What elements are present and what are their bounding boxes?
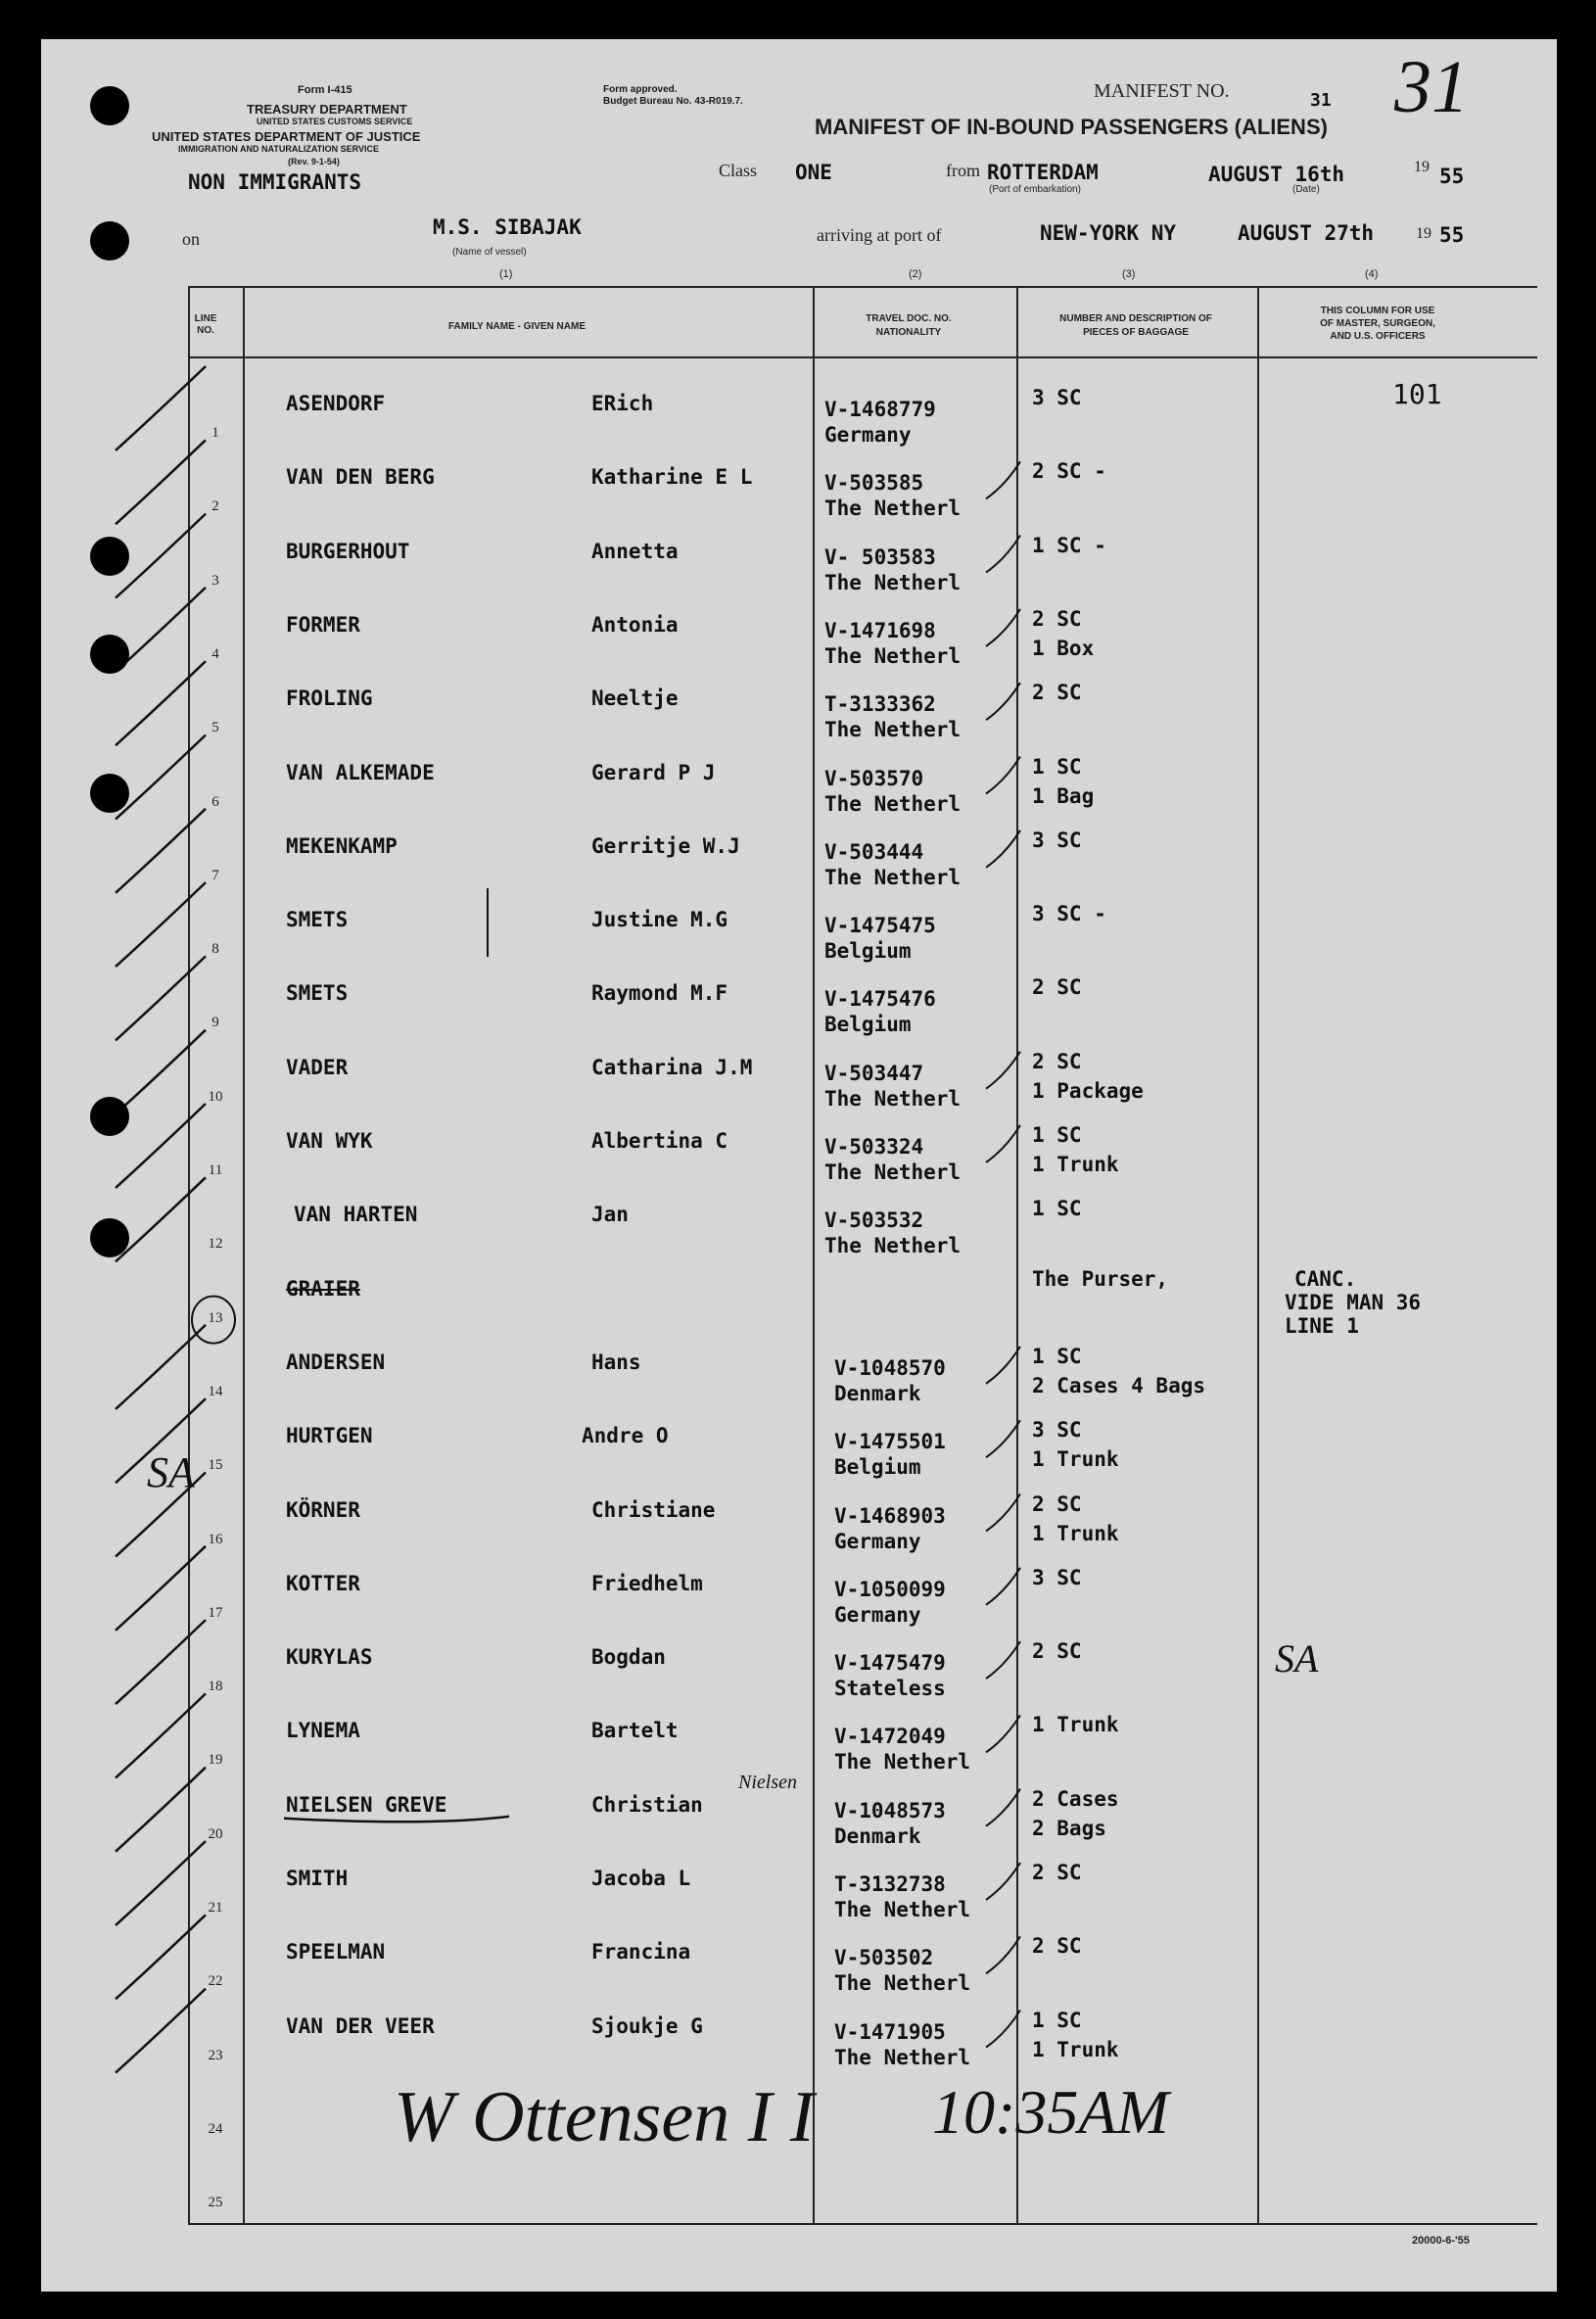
doc-check-mark bbox=[986, 1715, 1020, 1752]
given-name: Catharina J.M bbox=[591, 1055, 753, 1079]
baggage-secondary: 1 Trunk bbox=[1032, 1153, 1119, 1176]
travel-doc-number: V-503324 bbox=[824, 1135, 924, 1159]
line-number: 9 bbox=[211, 1015, 219, 1031]
dept-customs: UNITED STATES CUSTOMS SERVICE bbox=[257, 117, 413, 126]
category: NON IMMIGRANTS bbox=[188, 170, 362, 194]
nationality: The Netherl bbox=[834, 1750, 971, 1775]
travel-doc-number: V-503585 bbox=[824, 471, 924, 496]
line-check-mark bbox=[116, 1915, 206, 1999]
baggage-secondary: 1 Trunk bbox=[1032, 2037, 1119, 2061]
check-marks-overlay bbox=[41, 39, 1557, 2292]
line-check-mark bbox=[116, 1473, 206, 1557]
nationality: Germany bbox=[834, 1602, 921, 1627]
family-name: BURGERHOUT bbox=[286, 539, 410, 563]
col-index-1: (1) bbox=[499, 268, 513, 280]
given-name: Neeltje bbox=[591, 686, 679, 711]
line-number: 14 bbox=[208, 1383, 223, 1399]
line-number: 11 bbox=[208, 1162, 223, 1178]
given-name: Jacoba L bbox=[591, 1867, 691, 1890]
on-label: on bbox=[182, 229, 200, 249]
given-name: Hans bbox=[591, 1349, 641, 1374]
form-number: Form I-415 bbox=[298, 84, 352, 96]
family-name: SMETS bbox=[286, 981, 349, 1006]
line-number: 4 bbox=[211, 645, 219, 662]
officer-note: 101 bbox=[1392, 378, 1442, 410]
line-number: 10 bbox=[208, 1088, 223, 1105]
doc-check-mark bbox=[986, 1641, 1020, 1679]
arriving-label: arriving at port of bbox=[817, 225, 942, 245]
nationality: Germany bbox=[834, 1529, 921, 1553]
family-name: MEKENKAMP bbox=[286, 833, 398, 858]
nationality: Belgium bbox=[834, 1455, 921, 1480]
inspection-time: 10:35AM bbox=[932, 2077, 1169, 2147]
nationality: Stateless bbox=[834, 1677, 946, 1701]
travel-doc-number: V-1472049 bbox=[834, 1725, 946, 1749]
family-name: NIELSEN GREVE bbox=[286, 1792, 447, 1817]
col-index-4: (4) bbox=[1365, 268, 1379, 280]
line-check-mark bbox=[116, 440, 206, 524]
inspector-signature: W Ottensen I I bbox=[394, 2077, 815, 2157]
family-name: KURYLAS bbox=[286, 1645, 373, 1670]
given-name: Gerritje W.J bbox=[591, 833, 740, 858]
travel-doc-number: T-3133362 bbox=[824, 692, 936, 717]
line-number: 18 bbox=[208, 1679, 223, 1695]
dept-ins: IMMIGRATION AND NATURALIZATION SERVICE bbox=[178, 144, 379, 154]
travel-doc-number: V-1471698 bbox=[824, 618, 936, 642]
baggage-secondary: 1 Trunk bbox=[1032, 1521, 1119, 1545]
date-caption: (Date) bbox=[1292, 184, 1320, 195]
class-label: Class bbox=[719, 161, 758, 180]
year-prefix-dep: 19 bbox=[1414, 159, 1430, 175]
baggage-secondary: 2 Cases 4 Bags bbox=[1032, 1373, 1206, 1397]
baggage-primary: 2 SC bbox=[1032, 1861, 1082, 1884]
departure-date: AUGUST 16th bbox=[1208, 163, 1345, 186]
binder-hole bbox=[90, 1097, 129, 1136]
nationality: The Netherl bbox=[824, 1234, 962, 1258]
arrival-port: NEW-YORK NY bbox=[1040, 221, 1177, 245]
line-number: 22 bbox=[208, 1973, 223, 1990]
line-number: 25 bbox=[208, 2195, 223, 2211]
baggage-primary: 1 SC bbox=[1032, 754, 1082, 779]
baggage-primary: 2 SC bbox=[1032, 975, 1082, 1000]
travel-doc-number: V-1475476 bbox=[824, 987, 936, 1012]
given-name: Sjoukje G bbox=[591, 2013, 703, 2038]
line-number: 15 bbox=[208, 1457, 223, 1474]
line-check-mark bbox=[116, 735, 206, 820]
nationality: The Netherl bbox=[824, 643, 962, 668]
line-number: 5 bbox=[211, 720, 219, 736]
given-name: Jan bbox=[591, 1203, 629, 1227]
officer-note-2: VIDE MAN 36 bbox=[1285, 1290, 1422, 1314]
doc-check-mark bbox=[986, 461, 1020, 498]
port-embarkation: ROTTERDAM bbox=[987, 161, 1099, 184]
family-name: VAN WYK bbox=[286, 1129, 373, 1153]
baggage-primary: The Purser, bbox=[1032, 1266, 1169, 1291]
baggage-primary: 1 SC bbox=[1032, 2008, 1082, 2032]
line-check-mark bbox=[116, 882, 206, 967]
doc-check-mark bbox=[986, 1347, 1020, 1384]
doc-check-mark bbox=[986, 1789, 1020, 1826]
given-name: Bartelt bbox=[591, 1719, 679, 1743]
family-name: VADER bbox=[286, 1055, 349, 1079]
from-label: from bbox=[946, 161, 980, 180]
handwritten-correction: Nielsen bbox=[738, 1771, 797, 1793]
baggage-primary: 2 SC bbox=[1032, 1049, 1082, 1073]
family-name: ANDERSEN bbox=[286, 1349, 386, 1374]
line-number: 1 bbox=[211, 425, 219, 441]
baggage-primary: 2 SC bbox=[1032, 681, 1082, 705]
dept-treasury: TREASURY DEPARTMENT bbox=[247, 102, 407, 117]
year-prefix-arr: 19 bbox=[1416, 225, 1432, 242]
travel-doc-number: V-503502 bbox=[834, 1946, 934, 1970]
travel-doc-number: V-503532 bbox=[824, 1208, 924, 1233]
officer-note: CANC. bbox=[1294, 1266, 1357, 1291]
line-check-mark bbox=[116, 1620, 206, 1704]
given-name: Albertina C bbox=[591, 1129, 728, 1153]
travel-doc-number: V-503444 bbox=[824, 839, 924, 864]
baggage-secondary: 2 Bags bbox=[1032, 1816, 1106, 1840]
baggage-primary: 2 SC bbox=[1032, 1934, 1082, 1959]
baggage-primary: 1 SC - bbox=[1032, 533, 1106, 557]
baggage-primary: 3 SC bbox=[1032, 1565, 1082, 1589]
year-arrival: 55 bbox=[1439, 223, 1465, 247]
line-number: 2 bbox=[211, 498, 219, 515]
given-name: Francina bbox=[591, 1940, 691, 1964]
baggage-secondary: 1 Trunk bbox=[1032, 1447, 1119, 1472]
travel-doc-number: V-1050099 bbox=[834, 1577, 946, 1601]
given-name: Gerard P J bbox=[591, 760, 716, 784]
colhead-line-no: LINE NO. bbox=[194, 313, 217, 336]
family-name: ASENDORF bbox=[286, 392, 386, 415]
nationality: Belgium bbox=[824, 939, 912, 964]
nationality: The Netherl bbox=[834, 1971, 971, 1996]
given-name: Bogdan bbox=[591, 1645, 666, 1670]
line-check-mark bbox=[116, 366, 206, 450]
nationality: Germany bbox=[824, 423, 912, 447]
line-number: 8 bbox=[211, 941, 219, 958]
baggage-primary: 3 SC - bbox=[1032, 902, 1106, 926]
form-approved: Form approved. bbox=[603, 84, 678, 95]
doc-check-mark bbox=[986, 757, 1020, 794]
baggage-secondary: 1 Package bbox=[1032, 1078, 1144, 1103]
line-check-mark bbox=[116, 1325, 206, 1409]
baggage-primary: 2 SC bbox=[1032, 1639, 1082, 1664]
travel-doc-number: V-1475501 bbox=[834, 1430, 946, 1454]
baggage-primary: 1 SC bbox=[1032, 1197, 1082, 1221]
line-check-mark bbox=[116, 956, 206, 1040]
line-check-mark bbox=[116, 1768, 206, 1852]
nationality: The Netherl bbox=[824, 791, 962, 816]
doc-check-mark bbox=[986, 1494, 1020, 1532]
footer-code: 20000-6-'55 bbox=[1412, 2235, 1470, 2247]
baggage-primary: 2 Cases bbox=[1032, 1786, 1119, 1811]
line-number: 3 bbox=[211, 572, 219, 589]
given-name: Raymond M.F bbox=[591, 981, 728, 1006]
given-name: Annetta bbox=[591, 539, 679, 563]
manifest-no-handwritten: 31 bbox=[1394, 46, 1469, 128]
family-name: KOTTER bbox=[286, 1571, 360, 1595]
baggage-primary: 1 SC bbox=[1032, 1344, 1082, 1368]
travel-doc-number: T-3132738 bbox=[834, 1872, 946, 1896]
doc-check-mark bbox=[986, 609, 1020, 646]
colhead-doc: TRAVEL DOC. NO. bbox=[866, 313, 952, 324]
colhead-nationality: NATIONALITY bbox=[875, 327, 942, 338]
given-name: Antonia bbox=[591, 612, 679, 637]
dept-justice: UNITED STATES DEPARTMENT OF JUSTICE bbox=[152, 129, 421, 144]
manifest-page bbox=[41, 39, 1557, 2292]
line-check-mark bbox=[116, 1546, 206, 1631]
family-name: FORMER bbox=[286, 612, 360, 637]
family-name: KÖRNER bbox=[286, 1497, 360, 1522]
family-name: VAN DEN BERG bbox=[286, 465, 435, 490]
travel-doc-number: V-503570 bbox=[824, 766, 924, 790]
nationality: Denmark bbox=[834, 1823, 921, 1848]
colhead-officers-3: AND U.S. OFFICERS bbox=[1330, 331, 1426, 342]
travel-doc-number: V-503447 bbox=[824, 1061, 924, 1085]
baggage-secondary: 1 Box bbox=[1032, 636, 1095, 660]
doc-check-mark bbox=[986, 1936, 1020, 1973]
family-name: SMETS bbox=[286, 908, 349, 932]
binder-hole bbox=[90, 221, 129, 260]
vessel-caption: (Name of vessel) bbox=[452, 247, 527, 258]
binder-hole bbox=[90, 86, 129, 125]
nationality: Belgium bbox=[824, 1013, 912, 1037]
baggage-primary: 2 SC bbox=[1032, 606, 1082, 631]
family-name: FROLING bbox=[286, 686, 373, 711]
nationality: The Netherl bbox=[824, 718, 962, 742]
baggage-primary: 3 SC bbox=[1032, 1418, 1082, 1443]
nationality: The Netherl bbox=[824, 865, 962, 889]
given-name: Justine M.G bbox=[591, 908, 728, 932]
line-number: 13 bbox=[208, 1309, 223, 1326]
given-name: Friedhelm bbox=[591, 1571, 703, 1595]
given-name: Katharine E L bbox=[591, 465, 753, 490]
given-name: ERich bbox=[591, 392, 654, 415]
doc-check-mark bbox=[986, 1568, 1020, 1605]
doc-check-mark bbox=[986, 2011, 1020, 2048]
year-departure: 55 bbox=[1439, 165, 1465, 188]
travel-doc-number: V-1475475 bbox=[824, 914, 936, 938]
line-check-mark bbox=[116, 1841, 206, 1925]
binder-hole bbox=[90, 635, 129, 674]
manifest-no-value: 31 bbox=[1310, 90, 1332, 111]
family-name: SPEELMAN bbox=[286, 1940, 386, 1964]
line-check-mark bbox=[116, 588, 206, 672]
line-number: 24 bbox=[208, 2120, 223, 2137]
line-number: 21 bbox=[208, 1900, 223, 1916]
nationality: The Netherl bbox=[834, 2045, 971, 2069]
margin-sa-note: SA bbox=[147, 1448, 195, 1496]
line-check-mark bbox=[116, 1177, 206, 1261]
line-number: 16 bbox=[208, 1531, 223, 1547]
line-check-mark bbox=[116, 661, 206, 745]
doc-check-mark bbox=[986, 1125, 1020, 1162]
baggage-secondary: 1 Bag bbox=[1032, 783, 1095, 808]
binder-hole bbox=[90, 537, 129, 576]
family-name: LYNEMA bbox=[286, 1719, 360, 1743]
line-number: 12 bbox=[208, 1236, 223, 1253]
nationality: The Netherl bbox=[824, 570, 962, 594]
line-check-mark bbox=[116, 809, 206, 893]
name-underline bbox=[284, 1817, 509, 1822]
baggage-primary: 3 SC bbox=[1032, 828, 1082, 852]
line-check-mark bbox=[116, 1693, 206, 1777]
baggage-primary: 3 SC bbox=[1032, 386, 1082, 409]
doc-check-mark bbox=[986, 1863, 1020, 1900]
line-check-mark bbox=[116, 1989, 206, 2073]
binder-hole bbox=[90, 1218, 129, 1257]
line-number: 6 bbox=[211, 793, 219, 810]
line-check-mark bbox=[116, 1030, 206, 1114]
line-number: 23 bbox=[208, 2047, 223, 2063]
family-name: VAN ALKEMADE bbox=[286, 760, 435, 784]
colhead-officers: THIS COLUMN FOR USE bbox=[1320, 306, 1435, 316]
given-name: Christiane bbox=[591, 1497, 716, 1522]
nationality: The Netherl bbox=[834, 1898, 971, 1921]
family-name: HURTGEN bbox=[286, 1424, 373, 1448]
line-number: 20 bbox=[208, 1825, 223, 1842]
travel-doc-number: V-1471905 bbox=[834, 2019, 946, 2044]
travel-doc-number: V-1475479 bbox=[834, 1651, 946, 1676]
port-caption: (Port of embarkation) bbox=[989, 184, 1081, 195]
line-check-mark bbox=[116, 1398, 206, 1483]
nationality: Denmark bbox=[834, 1381, 921, 1405]
family-name: VAN DER VEER bbox=[286, 2013, 435, 2038]
line-number: 17 bbox=[208, 1604, 223, 1621]
officer-note: SA bbox=[1275, 1636, 1319, 1681]
binder-hole bbox=[90, 774, 129, 813]
colhead-officers-2: OF MASTER, SURGEON, bbox=[1320, 318, 1435, 329]
budget-bureau: Budget Bureau No. 43-R019.7. bbox=[603, 96, 743, 107]
nationality: The Netherl bbox=[824, 1086, 962, 1111]
rev-date: (Rev. 9-1-54) bbox=[288, 157, 340, 166]
colhead-name: FAMILY NAME - GIVEN NAME bbox=[447, 321, 586, 332]
class-value: ONE bbox=[795, 161, 832, 184]
nationality: The Netherl bbox=[824, 497, 962, 521]
travel-doc-number: V-1468779 bbox=[824, 398, 936, 421]
baggage-primary: 1 SC bbox=[1032, 1123, 1082, 1147]
doc-check-mark bbox=[986, 830, 1020, 868]
arrival-date: AUGUST 27th bbox=[1238, 221, 1375, 245]
doc-check-mark bbox=[986, 536, 1020, 573]
family-name: GRAIER bbox=[286, 1276, 360, 1301]
nationality: The Netherl bbox=[824, 1160, 962, 1184]
vessel-name: M.S. SIBAJAK bbox=[433, 215, 582, 239]
doc-check-mark bbox=[986, 1420, 1020, 1457]
col-index-2: (2) bbox=[909, 268, 922, 280]
officer-note-3: LINE 1 bbox=[1285, 1313, 1359, 1338]
family-name: SMITH bbox=[286, 1867, 349, 1890]
col-index-3: (3) bbox=[1122, 268, 1136, 280]
colhead-baggage-2: PIECES OF BAGGAGE bbox=[1083, 327, 1189, 338]
given-name: Andre O bbox=[582, 1424, 669, 1448]
baggage-primary: 1 Trunk bbox=[1032, 1713, 1119, 1737]
travel-doc-number: V- 503583 bbox=[824, 544, 936, 569]
colhead-baggage: NUMBER AND DESCRIPTION OF bbox=[1059, 313, 1212, 324]
doc-check-mark bbox=[986, 1052, 1020, 1089]
line-number: 19 bbox=[208, 1752, 223, 1769]
baggage-primary: 2 SC bbox=[1032, 1491, 1082, 1516]
doc-check-mark bbox=[986, 683, 1020, 720]
given-name: Christian bbox=[591, 1792, 703, 1817]
travel-doc-number: V-1048573 bbox=[834, 1798, 946, 1822]
manifest-no-label: MANIFEST NO. bbox=[1094, 80, 1230, 102]
family-name: VAN HARTEN bbox=[294, 1203, 418, 1227]
travel-doc-number: V-1468903 bbox=[834, 1503, 946, 1528]
travel-doc-number: V-1048570 bbox=[834, 1355, 946, 1380]
baggage-primary: 2 SC - bbox=[1032, 459, 1106, 484]
manifest-title: MANIFEST OF IN-BOUND PASSENGERS (ALIENS) bbox=[815, 115, 1328, 139]
line-number: 7 bbox=[211, 867, 219, 883]
